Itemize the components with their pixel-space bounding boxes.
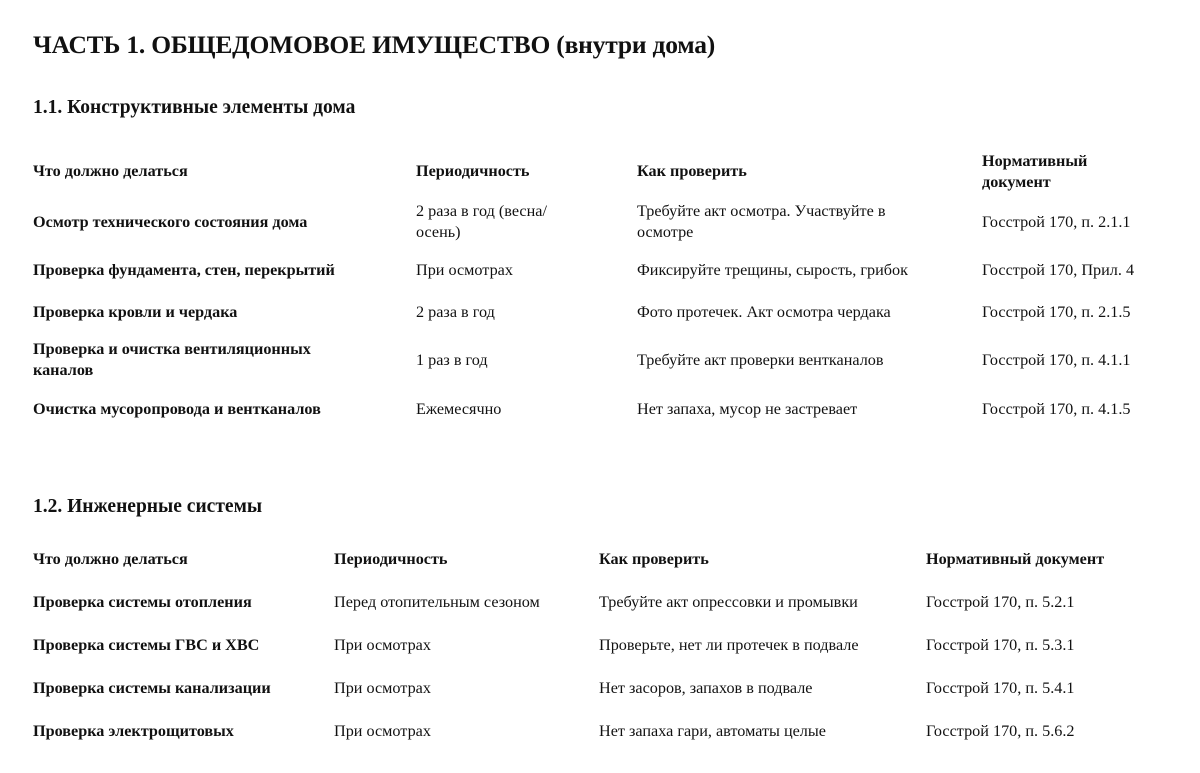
header-period: Периодичность — [416, 162, 530, 180]
row-check: Нет запаха, мусор не застревает — [637, 400, 858, 418]
row-normative: Госстрой 170, п. 4.1.1 — [982, 350, 1131, 369]
row-normative: Госстрой 170, п. 5.2.1 — [926, 593, 1075, 611]
table-row — [33, 195, 1183, 249]
table-row — [33, 624, 1183, 667]
section-title-constructive: 1.1. Конструктивные элементы дома — [33, 97, 356, 118]
row-check: Требуйте акт опрессовки и промывки — [599, 593, 858, 611]
row-check: Нет засоров, запахов в подвале — [599, 679, 813, 697]
row-period: 1 раз в год — [416, 350, 488, 369]
header-period: Периодичность — [334, 550, 448, 568]
row-period: При осмотрах — [334, 679, 431, 697]
row-task: Осмотр технического состояния дома — [33, 212, 308, 231]
row-task-text: Проверка и очистка вентиляционных каналов — [33, 340, 311, 379]
row-normative: Госстрой 170, п. 4.1.5 — [982, 400, 1131, 418]
table-constructive-elements — [33, 148, 1183, 432]
section-title-engineering: 1.2. Инженерные системы — [33, 496, 263, 517]
header-task: Что должно делаться — [33, 162, 188, 180]
row-normative: Госстрой 170, п. 2.1.1 — [982, 212, 1131, 231]
row-task: Проверка кровли и чердака — [33, 302, 238, 321]
row-task: Проверка электрощитовых — [33, 722, 234, 740]
row-period: При осмотрах — [334, 722, 431, 740]
row-check — [637, 195, 982, 249]
table-row — [33, 581, 1183, 624]
row-period: При осмотрах — [334, 636, 431, 654]
header-normative: Нормативный документ — [926, 550, 1105, 568]
table-engineering-systems — [33, 538, 1183, 753]
row-normative: Госстрой 170, п. 5.6.2 — [926, 722, 1075, 740]
row-task: Проверка системы канализации — [33, 679, 271, 697]
row-task: Проверка системы ГВС и ХВС — [33, 636, 260, 654]
table-row — [33, 291, 1183, 333]
header-normative — [982, 148, 1183, 195]
row-task: Проверка фундамента, стен, перекрытий — [33, 260, 335, 279]
row-period: При осмотрах — [416, 260, 513, 279]
header-normative-text: Нормативный документ — [982, 151, 1088, 191]
row-period — [416, 195, 637, 249]
table-row — [33, 333, 1183, 387]
row-check: Нет запаха гари, автоматы целые — [599, 722, 826, 740]
row-check: Фото протечек. Акт осмотра чердака — [637, 302, 891, 321]
row-period: 2 раза в год — [416, 302, 495, 321]
table-row — [33, 710, 1183, 753]
row-normative: Госстрой 170, п. 5.3.1 — [926, 636, 1075, 654]
row-normative: Госстрой 170, п. 2.1.5 — [982, 302, 1131, 321]
row-task: Проверка системы отопления — [33, 593, 252, 611]
row-check-text: Требуйте акт осмотра. Участвуйте в осмотре — [637, 202, 886, 241]
table-header-row — [33, 538, 1183, 581]
table-row — [33, 249, 1183, 291]
row-task: Очистка мусоропровода и вентканалов — [33, 400, 321, 418]
table-row — [33, 387, 1183, 432]
row-check: Проверьте, нет ли протечек в подвале — [599, 636, 859, 654]
table-row — [33, 667, 1183, 710]
header-check: Как проверить — [637, 162, 747, 180]
table-header-row — [33, 148, 1183, 195]
header-check: Как проверить — [599, 550, 709, 568]
header-task: Что должно делаться — [33, 550, 188, 568]
row-task — [33, 333, 416, 387]
part-title: ЧАСТЬ 1. ОБЩЕДОМОВОЕ ИМУЩЕСТВО (внутри дома) — [33, 30, 716, 59]
row-normative: Госстрой 170, Прил. 4 — [982, 260, 1135, 279]
row-period-text: 2 раза в год (весна/осень) — [416, 202, 547, 241]
row-check: Фиксируйте трещины, сырость, грибок — [637, 260, 908, 279]
row-check: Требуйте акт проверки вентканалов — [637, 350, 884, 369]
row-period: Перед отопительным сезоном — [334, 593, 540, 611]
row-normative: Госстрой 170, п. 5.4.1 — [926, 679, 1075, 697]
row-period: Ежемесячно — [416, 400, 502, 418]
